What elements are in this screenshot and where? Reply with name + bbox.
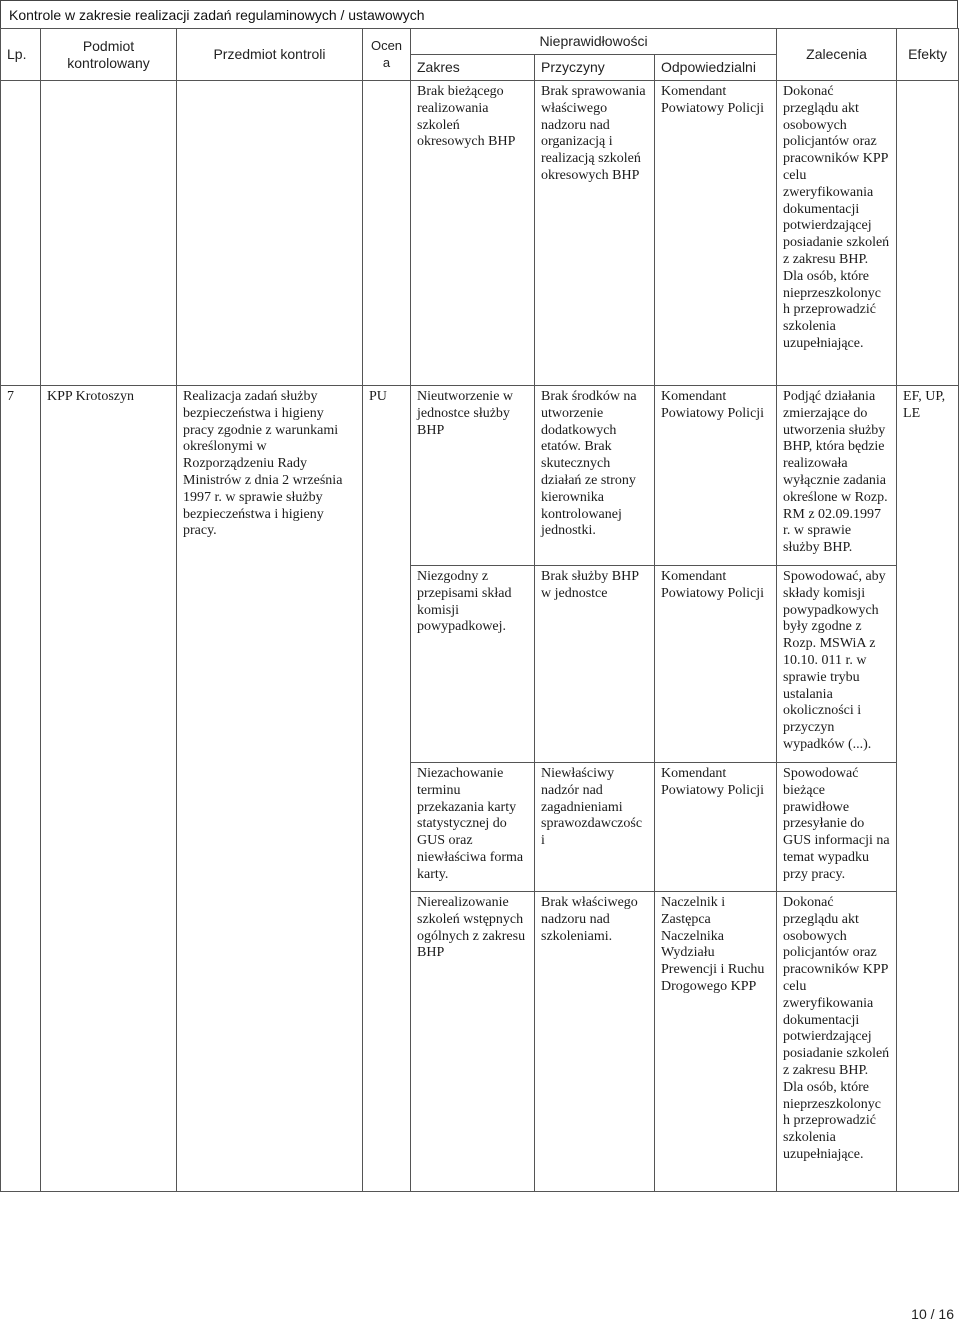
cell-odpowiedzialni: Komendant Powiatowy Policji — [655, 386, 777, 566]
cell-ocena: PU — [363, 386, 411, 1192]
header-nieprawidlowosci: Nieprawidłowości — [411, 29, 777, 55]
page-number: 10 / 16 — [911, 1306, 954, 1322]
cell-przyczyny: Brak właściwego nadzoru nad szkoleniami. — [535, 892, 655, 1192]
header-ocena: Ocena — [363, 29, 411, 81]
cell-efekty: EF, UP, LE — [897, 386, 959, 1192]
cell-efekty — [897, 81, 959, 386]
controls-table — [0, 28, 959, 1192]
cell-przyczyny: Niewłaściwy nadzór nad zagadnieniami sprawozdawczośc i — [535, 763, 655, 892]
page-title: Kontrole w zakresie realizacji zadań regulaminowych / ustawowych — [9, 7, 425, 23]
cell-zakres: Nierealizowanie szkoleń wstępnych ogólnych z zakresu BHP — [411, 892, 535, 1192]
cell-przedmiot — [177, 81, 363, 386]
table-row — [1, 81, 959, 386]
cell-przyczyny: Brak służby BHP w jednostce — [535, 566, 655, 763]
cell-zakres: Niezgodny z przepisami skład komisji powypadkowej. — [411, 566, 535, 763]
cell-zakres: Niezachowanie terminu przekazania karty statystycznej do GUS oraz niewłaściwa forma karty. — [411, 763, 535, 892]
cell-lp: 7 — [1, 386, 41, 1192]
header-zakres: Zakres — [411, 55, 535, 81]
cell-zalecenia: Podjąć działania zmierzające do utworzenia służby BHP, która będzie realizowała wyłącznie zadania określone w Rozp. RM z 02.09.1997 r. w sprawie służby BHP. — [777, 386, 897, 566]
cell-zalecenia: Spowodować, aby składy komisji powypadkowych były zgodne z Rozp. MSWiA z 10.10. 011 r. w sprawie trybu ustalania okoliczności i przyczyn wypadków (...). — [777, 566, 897, 763]
cell-odpowiedzialni: Komendant Powiatowy Policji — [655, 81, 777, 386]
cell-zalecenia: Spowodować bieżące prawidłowe przesyłanie do GUS informacji na temat wypadku przy pracy. — [777, 763, 897, 892]
header-przedmiot: Przedmiot kontroli — [177, 29, 363, 81]
header-odpowiedzialni: Odpowiedzialni — [655, 55, 777, 81]
cell-zalecenia: Dokonać przeglądu akt osobowych policjantów oraz pracowników KPP celu zweryfikowania dokumentacji potwierdzającej posiadanie szkoleń z zakresu BHP. Dla osób, które nieprzeszkolonyc h przeprowadzić szkolenia uzupełniające. — [777, 81, 897, 386]
table-header-row — [1, 29, 959, 55]
cell-przedmiot: Realizacja zadań służby bezpieczeństwa i higieny pracy zgodnie z warunkami określonymi w Rozporządzeniu Rady Ministrów z dnia 2 września 1997 r. w sprawie służby bezpieczeństwa i higieny pracy. — [177, 386, 363, 1192]
cell-zalecenia: Dokonać przeglądu akt osobowych policjantów oraz pracowników KPP celu zweryfikowania dokumentacji potwierdzającej posiadanie szkoleń z zakresu BHP. Dla osób, które nieprzeszkolonyc h przeprowadzić szkolenia uzupełniające. — [777, 892, 897, 1192]
cell-podmiot: KPP Krotoszyn — [41, 386, 177, 1192]
header-podmiot: Podmiot kontrolowany — [41, 29, 177, 81]
header-efekty: Efekty — [897, 29, 959, 81]
cell-zakres: Brak bieżącego realizowania szkoleń okresowych BHP — [411, 81, 535, 386]
cell-przyczyny: Brak środków na utworzenie dodatkowych etatów. Brak skutecznych działań ze strony kierownika kontrolowanej jednostki. — [535, 386, 655, 566]
cell-odpowiedzialni: Komendant Powiatowy Policji — [655, 566, 777, 763]
page-title-bar — [0, 0, 958, 28]
header-przyczyny: Przyczyny — [535, 55, 655, 81]
cell-podmiot — [41, 81, 177, 386]
cell-odpowiedzialni: Naczelnik i Zastępca Naczelnika Wydziału Prewencji i Ruchu Drogowego KPP — [655, 892, 777, 1192]
table-row — [1, 386, 959, 566]
cell-lp — [1, 81, 41, 386]
cell-zakres: Nieutworzenie w jednostce służby BHP — [411, 386, 535, 566]
cell-ocena — [363, 81, 411, 386]
header-zalecenia: Zalecenia — [777, 29, 897, 81]
header-lp: Lp. — [1, 29, 41, 81]
cell-odpowiedzialni: Komendant Powiatowy Policji — [655, 763, 777, 892]
cell-przyczyny: Brak sprawowania właściwego nadzoru nad organizacją i realizacją szkoleń okresowych BHP — [535, 81, 655, 386]
